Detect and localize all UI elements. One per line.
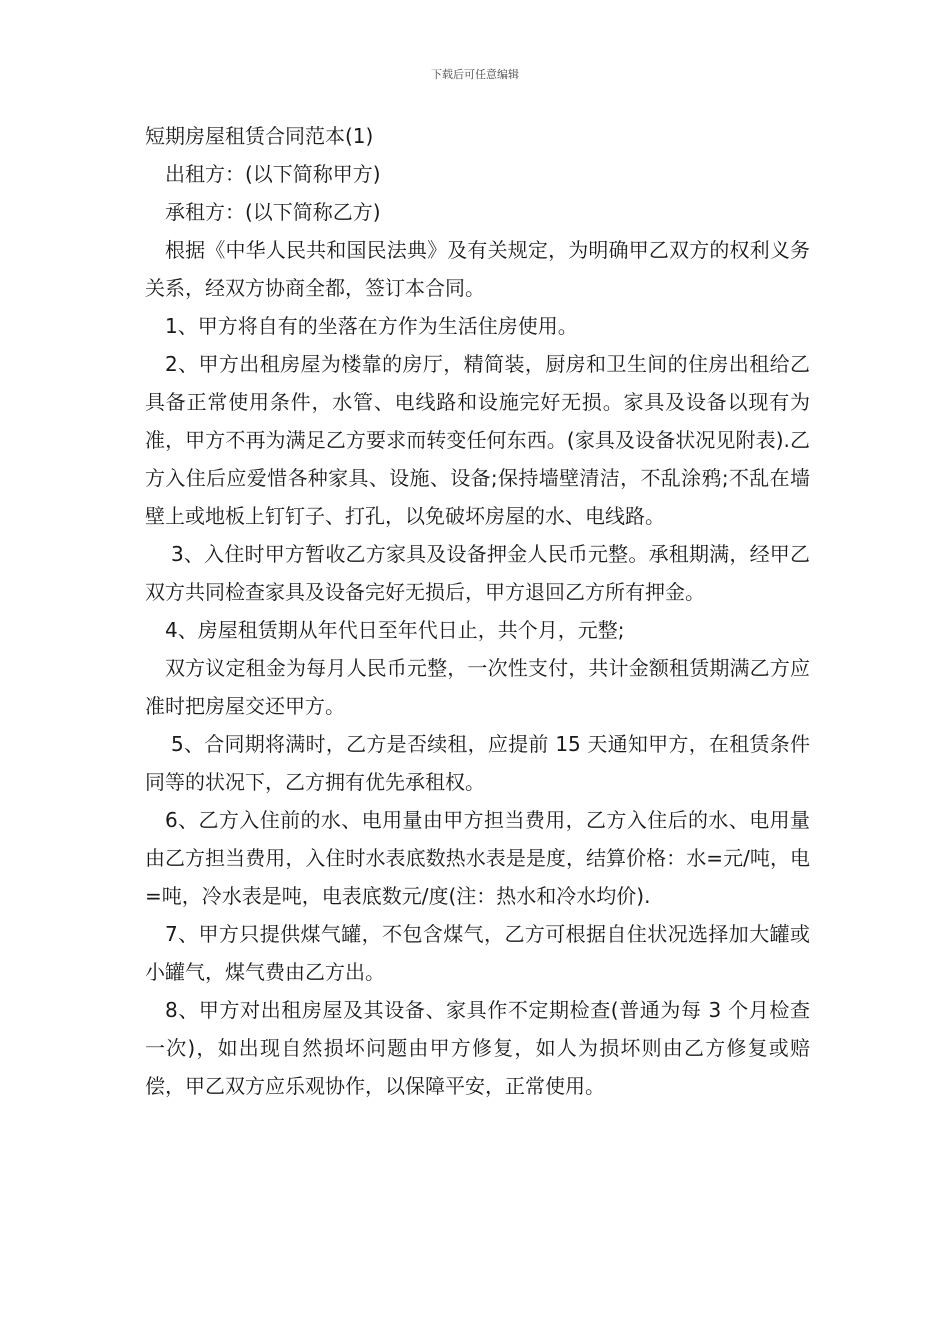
preamble-paragraph: 根据《中华人民共和国民法典》及有关规定，为明确甲乙双方的权利义务关系，经双方协商全都，签订本合同。 <box>145 238 810 300</box>
document-title: 短期房屋租赁合同范本(1) <box>145 124 374 148</box>
clause-1: 1、甲方将自有的坐落在方作为生活住房使用。 <box>165 314 578 338</box>
clause-4: 4、房屋租赁期从年代日至年代日止，共个月，元整; <box>165 618 625 642</box>
rent-paragraph: 双方议定租金为每月人民币元整，一次性支付，共计金额租赁期满乙方应准时把房屋交还甲方。 <box>145 656 810 718</box>
clause-5: 5、合同期将满时，乙方是否续租，应提前 15 天通知甲方，在租赁条件同等的状况下，乙方拥有优先承租权。 <box>145 732 810 794</box>
page-header-note: 下载后可任意编辑 <box>431 68 519 81</box>
party-a-line: 出租方：(以下简称甲方) <box>165 162 381 186</box>
clause-7: 7、甲方只提供煤气罐，不包含煤气，乙方可根据自住状况选择加大罐或小罐气，煤气费由乙方出。 <box>145 922 810 984</box>
clause-8: 8、甲方对出租房屋及其设备、家具作不定期检查(普通为每 3 个月检查一次)，如出现自然损坏问题由甲方修复，如人为损坏则由乙方修复或赔偿，甲乙双方应乐观协作，以保障平安，正常使用。 <box>145 998 810 1098</box>
clause-2: 2、甲方出租房屋为楼靠的房厅，精简装，厨房和卫生间的住房出租给乙具备正常使用条件，水管、电线路和设施完好无损。家具及设备以现有为准，甲方不再为满足乙方要求而转变任何东西。(家具及设备状况见附表).乙方入住后应爱惜各种家具、设施、设备;保持墙壁清洁，不乱涂鸦;不乱在墙壁上或地板上钉钉子、打孔，以免破坏房屋的水、电线路。 <box>145 352 810 528</box>
document-body <box>145 117 810 1105</box>
clause-6: 6、乙方入住前的水、电用量由甲方担当费用，乙方入住后的水、电用量由乙方担当费用，入住时水表底数热水表是是度，结算价格：水=元/吨，电=吨，冷水表是吨，电表底数元/度(注：热水和冷水均价). <box>145 808 810 908</box>
clause-3: 3、入住时甲方暂收乙方家具及设备押金人民币元整。承租期满，经甲乙双方共同检查家具及设备完好无损后，甲方退回乙方所有押金。 <box>145 542 810 604</box>
party-b-line: 承租方：(以下简称乙方) <box>165 200 381 224</box>
